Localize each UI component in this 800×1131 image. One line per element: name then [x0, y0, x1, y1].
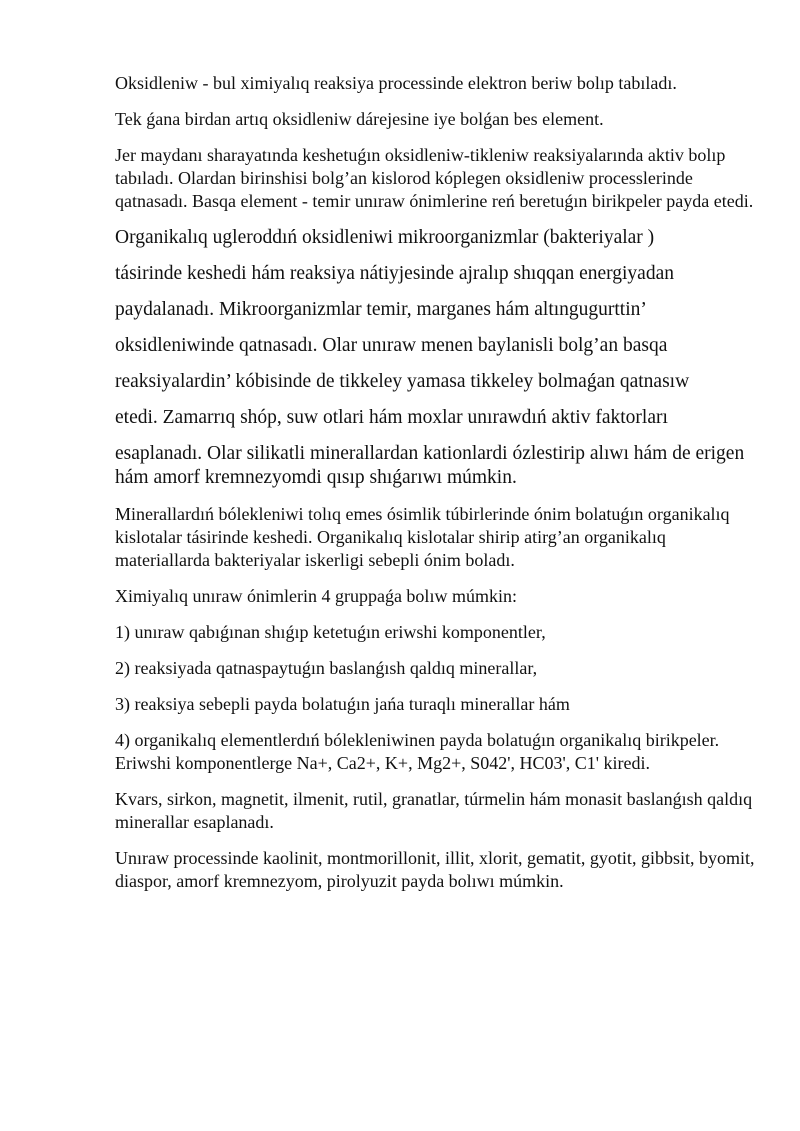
- paragraph-organic-carbon-line-1: Organikalıq ugleroddıń oksidleniwi mikroorganizmlar (bakteriyalar ): [115, 227, 655, 248]
- paragraph-residual-minerals: Kvars, sirkon, magnetit, ilmenit, rutil, granatlar, túrmelin hám monasit baslanǵısh qaldıq minerallar esaplanadı.: [115, 789, 753, 832]
- paragraph-organic-carbon-line-4: oksidleniwinde qatnasadı. Olar unıraw menen baylanisli bolg’an basqa: [115, 335, 668, 356]
- paragraph-redox-reactions: Jer maydanı sharayatında keshetuǵın oksidleniw-tikleniw reaksiyalarında aktiv bolıp tabıladı. Olardan birinshisi bolg’an kislorod kóplegen oksidleniw processlerinde qatnasadı. Basqa element - temir unıraw ónimlerine reń beretuǵın birikpeler payda etedi.: [115, 145, 754, 211]
- list-item-group-1: 1) unıraw qabıǵınan shıǵıp ketetuǵın eriwshi komponentler,: [115, 622, 546, 642]
- paragraph-organic-carbon-line-3: paydalanadı. Mikroorganizmlar temir, marganes hám altıngugurttin’: [115, 299, 647, 320]
- document-body: [115, 72, 755, 906]
- paragraph-organic-carbon-line-6: etedi. Zamarrıq shóp, suw otlari hám moxlar unırawdıń aktiv faktorları: [115, 407, 668, 428]
- paragraph-weathering-groups: Ximiyalıq unıraw ónimlerin 4 gruppaǵa bolıw múmkin:: [115, 586, 517, 606]
- paragraph-organic-carbon-line-5: reaksiyalardin’ kóbisinde de tikkeley yamasa tikkeley bolmaǵan qatnasıw: [115, 371, 690, 392]
- paragraph-five-elements: Tek ǵana birdan artıq oksidleniw dárejesine iye bolǵan bes element.: [115, 109, 604, 129]
- paragraph-organic-carbon-line-7: esaplanadı. Olar silikatli minerallardan kationlardi ózlestirip alıwı hám de erigen hám amorf kremnezyomdi qısıp shıǵarıwı múmkin.: [115, 443, 745, 488]
- paragraph-mineral-breakdown: Minerallardıń bólekleniwi tolıq emes ósimlik túbirlerinde ónim bolatuǵın organikalıq kislotalar tásirinde keshedi. Organikalıq kislotalar shirip atirg’an organikalıq materiallarda bakteriyalar iskerligi sebepli ónim boladı.: [115, 504, 730, 570]
- list-item-group-4: 4) organikalıq elementlerdıń bólekleniwinen payda bolatuǵın organikalıq birikpeler. Eriwshi komponentlerge Na+, Ca2+, K+, Mg2+, S042', HC03', C1' kiredi.: [115, 730, 720, 773]
- paragraph-oxidation-definition: Oksidleniw - bul ximiyalıq reaksiya processinde elektron beriw bolıp tabıladı.: [115, 73, 677, 93]
- list-item-group-2: 2) reaksiyada qatnaspaytuǵın baslanǵısh qaldıq minerallar,: [115, 658, 538, 678]
- paragraph-organic-carbon-line-2: tásirinde keshedi hám reaksiya nátiyjesinde ajralıp shıqqan energiyadan: [115, 263, 674, 284]
- list-item-group-3: 3) reaksiya sebepli payda bolatuǵın jańa turaqlı minerallar hám: [115, 694, 570, 714]
- paragraph-new-minerals: Unıraw processinde kaolinit, montmorillonit, illit, xlorit, gematit, gyotit, gibbsit, byomit, diaspor, amorf kremnezyom, pirolyuzit payda bolıwı múmkin.: [115, 848, 755, 891]
